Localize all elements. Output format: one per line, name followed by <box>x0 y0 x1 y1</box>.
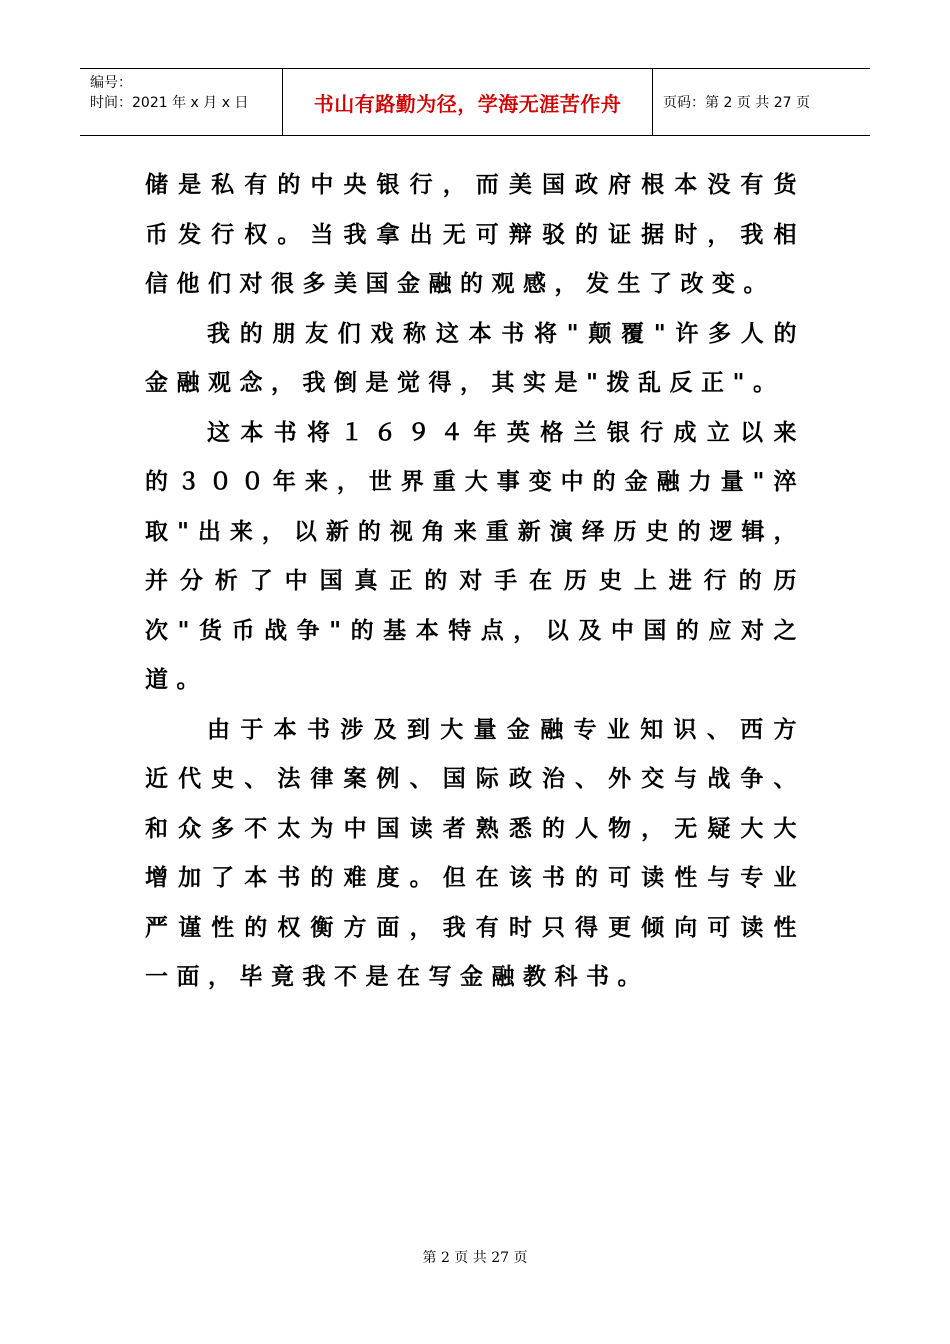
paragraph: 这本书将１６９４年英格兰银行成立以来的３００年来，世界重大事变中的金融力量"淬取"出来，以新的视角来重新演绎历史的逻辑，并分析了中国真正的对手在历史上进行的历次"货币战争"的基本特点，以及中国的应对之道。 <box>145 418 805 693</box>
paragraph: 我的朋友们戏称这本书将"颠覆"许多人的金融观念，我倒是觉得，其实是"拨乱反正"。 <box>145 319 805 396</box>
page-footer <box>0 1247 950 1267</box>
header-meta <box>80 69 282 135</box>
header-motto-cell <box>282 69 653 135</box>
page-header <box>80 68 870 136</box>
paragraph: 由于本书涉及到大量金融专业知识、西方近代史、法律案例、国际政治、外交与战争、和众多不太为中国读者熟悉的人物，无疑大大增加了本书的难度。但在该书的可读性与专业严谨性的权衡方面，我有时只得更倾向可读性一面，毕竟我不是在写金融教科书。 <box>145 715 805 990</box>
footer-page-number: 第 2 页 共 27 页 <box>422 1250 528 1266</box>
document-number: 编号： <box>90 75 132 91</box>
paragraph: 储是私有的中央银行，而美国政府根本没有货币发行权。当我拿出无可辩驳的证据时，我相信他们对很多美国金融的观感，发生了改变。 <box>145 171 805 297</box>
document-date: 时间：2021 年 x 月 x 日 <box>90 95 249 111</box>
header-motto: 书山有路勤为径，学海无涯苦作舟 <box>313 91 622 116</box>
document-body <box>145 160 805 1002</box>
header-page-info-cell <box>653 69 870 135</box>
header-page-info: 页码：第 2 页 共 27 页 <box>663 95 810 111</box>
